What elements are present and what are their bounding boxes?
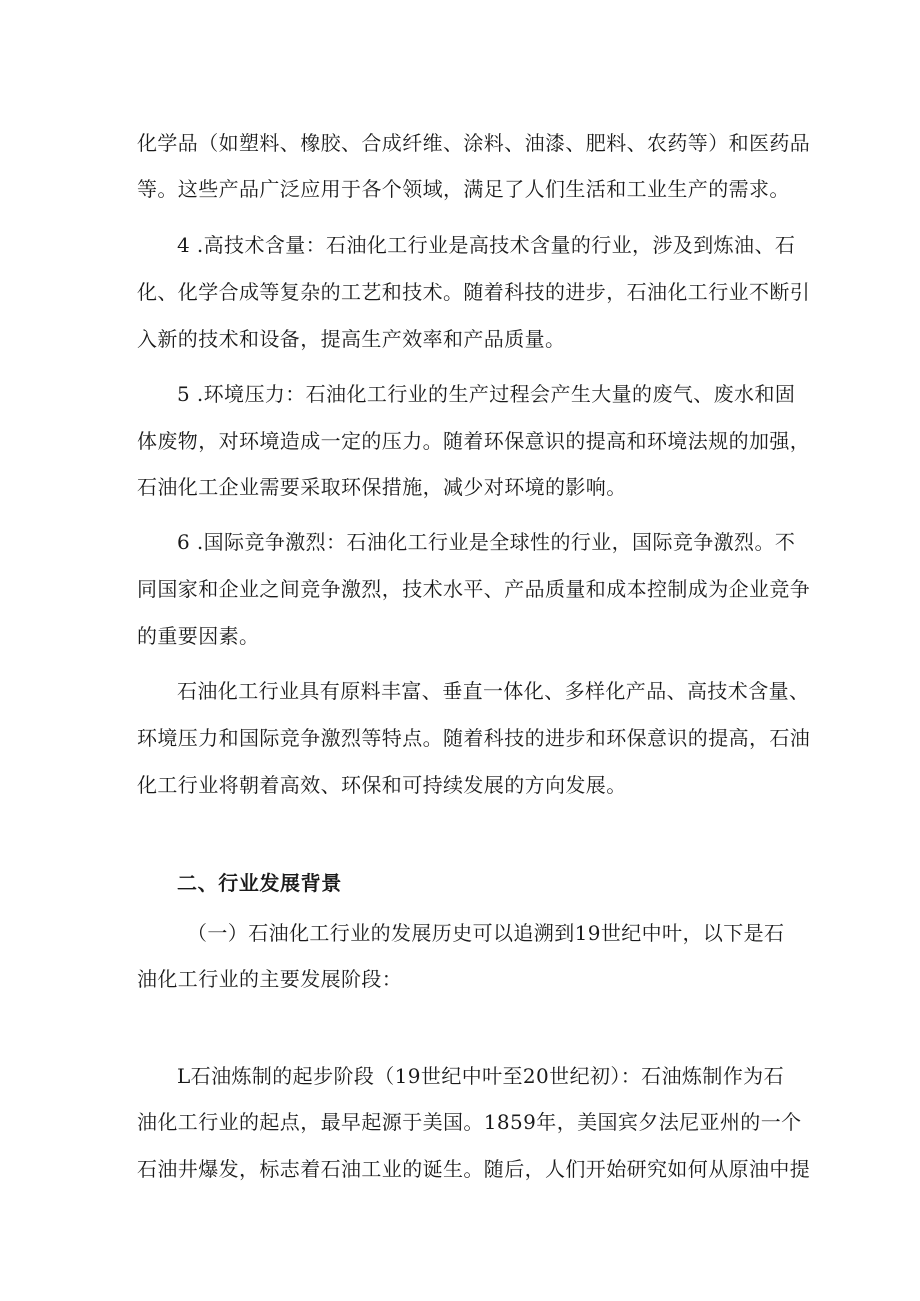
stage1-line-2: 油化工行业的起点，最早起源于美国。1859年，美国宾夕法尼亚州的一个 xyxy=(137,1110,802,1134)
summary-line-2: 环境压力和国际竞争激烈等特点。随着科技的进步和环保意识的提高，石油 xyxy=(137,726,811,750)
stage1-line-1: L石油炼制的起步阶段（19世纪中叶至20世纪初）：石油炼制作为石 xyxy=(177,1064,784,1088)
summary-line-3: 化工行业将朝着高效、环保和可持续发展的方向发展。 xyxy=(137,773,627,797)
sub1-line-1: （一）石油化工行业的发展历史可以追溯到19世纪中叶，以下是石 xyxy=(187,921,785,945)
item4-line-2: 化、化学合成等复杂的工艺和技术。随着科技的进步，石油化工行业不断引 xyxy=(137,280,811,304)
intro-line-1: 化学品（如塑料、橡胶、合成纤维、涂料、油漆、肥料、农药等）和医药品 xyxy=(137,131,811,155)
item5-line-1: 5 .环境压力：石油化工行业的生产过程会产生大量的废气、废水和固 xyxy=(177,382,796,406)
item5-line-2: 体废物，对环境造成一定的压力。随着环保意识的提高和环境法规的加强， xyxy=(137,429,811,453)
item4-line-3: 入新的技术和设备，提高生产效率和产品质量。 xyxy=(137,327,566,351)
item6-line-2: 同国家和企业之间竞争激烈，技术水平、产品质量和成本控制成为企业竞争 xyxy=(137,577,811,601)
item6-line-3: 的重要因素。 xyxy=(137,624,260,648)
item6-line-1: 6 .国际竞争激烈：石油化工行业是全球性的行业，国际竞争激烈。不 xyxy=(177,530,796,554)
item4-line-1: 4 .高技术含量：石油化工行业是高技术含量的行业，涉及到炼油、石 xyxy=(177,233,796,257)
sub1-line-2: 油化工行业的主要发展阶段： xyxy=(137,967,403,991)
section-heading: 二、行业发展背景 xyxy=(177,871,342,895)
intro-line-2: 等。这些产品广泛应用于各个领域，满足了人们生活和工业生产的需求。 xyxy=(137,177,790,201)
stage1-line-3: 石油井爆发，标志着石油工业的诞生。随后，人们开始研究如何从原油中提 xyxy=(137,1157,811,1181)
summary-line-1: 石油化工行业具有原料丰富、垂直一体化、多样化产品、高技术含量、 xyxy=(177,679,810,703)
item5-line-3: 石油化工企业需要采取环保措施，减少对环境的影响。 xyxy=(137,475,627,499)
